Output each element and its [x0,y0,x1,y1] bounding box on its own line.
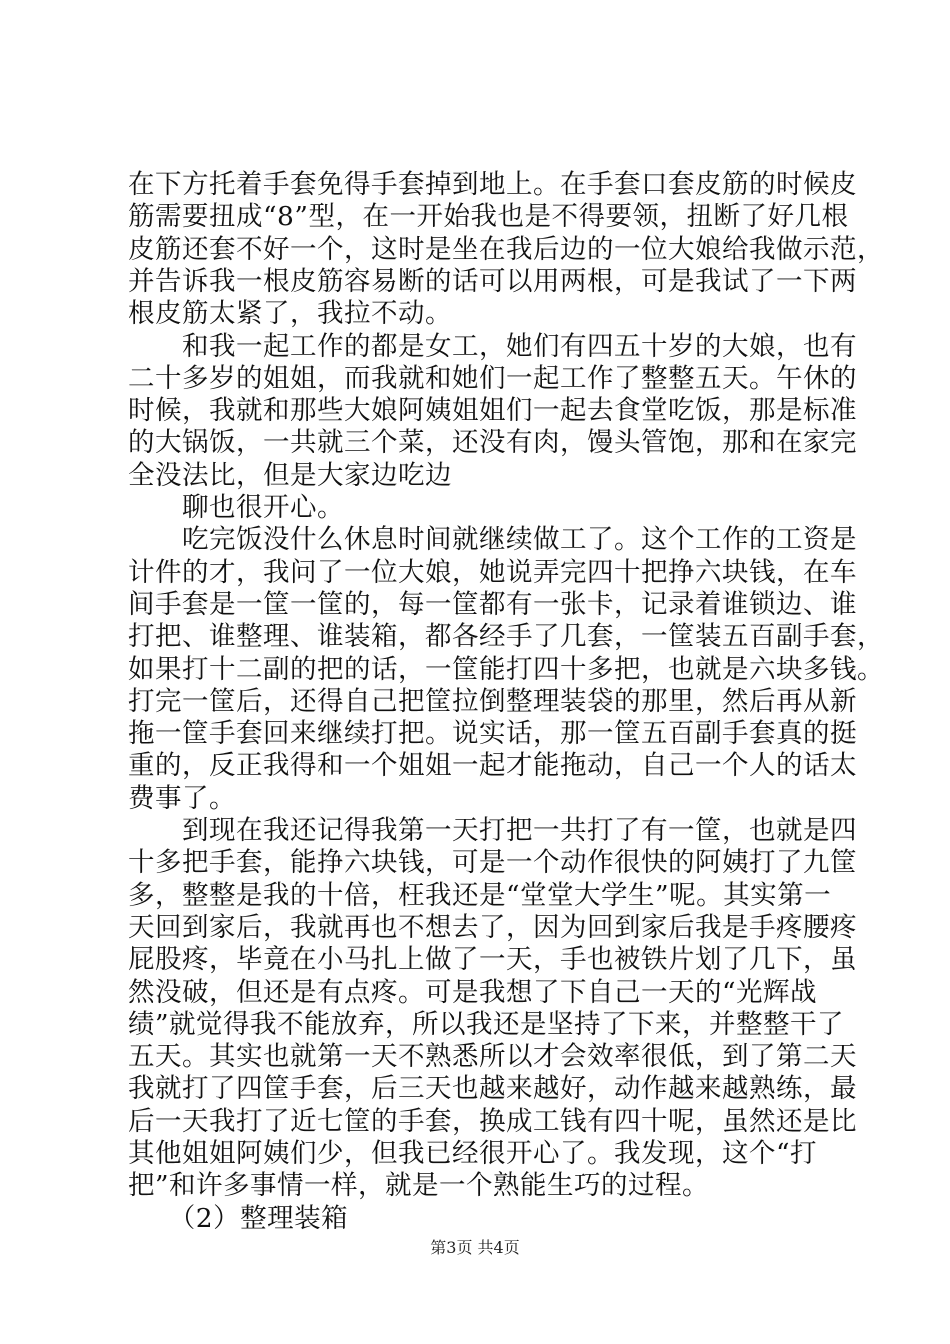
body-text-line: 全没法比，但是大家边吃边 [128,459,452,491]
body-text-line: 重的，反正我得和一个姐姐一起才能拖动，自己一个人的话太 [128,750,857,782]
page-number-label: 第3页 共4页 [430,1238,520,1257]
body-text-line: 在下方托着手套免得手套掉到地上。在手套口套皮筋的时候皮 [128,169,857,200]
body-text-line: 绩”就觉得我不能放弃，所以我还是坚持了下来，并整整干了 [128,1008,845,1040]
body-text-line: 到现在我还记得我第一天打把一共打了有一筐，也就是四 [128,815,857,846]
body-text-line: 吃完饭没什么休息时间就继续做工了。这个工作的工资是 [128,524,857,556]
body-text-line: 屁股疼，毕竟在小马扎上做了一天，手也被铁片划了几下，虽 [128,944,857,976]
body-text-line: 五天。其实也就第一天不熟悉所以才会效率很低，到了第二天 [128,1041,857,1073]
body-text-line: 我就打了四筐手套，后三天也越来越好，动作越来越熟练，最 [128,1073,857,1105]
body-text-line: 计件的才，我问了一位大娘，她说弄完四十把挣六块钱，在车 [128,556,857,588]
body-text-line: 打把、谁整理、谁装箱，都各经手了几套，一筐装五百副手套， [128,621,884,653]
body-text-line: 十多把手套，能挣六块钱，可是一个动作很快的阿姨打了九筐 [128,847,857,879]
body-text-line: 打完一筐后，还得自己把筐拉倒整理装袋的那里，然后再从新 [128,685,857,717]
body-text-line: 如果打十二副的把的话，一筐能打四十多把，也就是六块多钱。 [128,653,884,685]
body-text-line: 时候，我就和那些大娘阿姨姐姐们一起去食堂吃饭，那是标准 [128,395,857,427]
body-text-line: 根皮筋太紧了，我拉不动。 [128,298,452,330]
body-text-line: 费事了。 [128,782,236,814]
body-text-line: 拖一筐手套回来继续打把。说实话，那一筐五百副手套真的挺 [128,718,857,750]
body-text-line: 后一天我打了近七筐的手套，换成工钱有四十呢，虽然还是比 [128,1105,857,1137]
body-text-line: 其他姐姐阿姨们少，但我已经很开心了。我发现，这个“打 [128,1138,818,1169]
body-text-line: 二十多岁的姐姐，而我就和她们一起工作了整整五天。午休的 [128,362,857,394]
body-text-line: 皮筋还套不好一个，这时是坐在我后边的一位大娘给我做示范， [128,233,884,265]
body-text-line: 筋需要扭成“8”型，在一开始我也是不得要领，扭断了好几根 [128,201,849,233]
page-footer [0,1238,950,1258]
body-text-line: 聊也很开心。 [128,492,344,523]
body-text-line: 并告诉我一根皮筋容易断的话可以用两根，可是我试了一下两 [128,265,857,297]
body-text-line: 把”和许多事情一样，就是一个熟能生巧的过程。 [128,1170,710,1202]
body-text-line: 间手套是一筐一筐的，每一筐都有一张卡，记录着谁锁边、谁 [128,588,857,620]
body-text-line: （2）整理装箱 [128,1202,349,1234]
body-text-line: 多，整整是我的十倍，枉我还是“堂堂大学生”呢。其实第一 [128,879,832,911]
body-text-line: 然没破，但还是有点疼。可是我想了下自己一天的“光辉战 [128,976,818,1008]
body-text-line: 和我一起工作的都是女工，她们有四五十岁的大娘，也有 [128,330,857,362]
body-text-line: 的大锅饭，一共就三个菜，还没有肉，馒头管饱，那和在家完 [128,427,857,459]
body-text-line: 天回到家后，我就再也不想去了，因为回到家后我是手疼腰疼 [128,911,857,943]
